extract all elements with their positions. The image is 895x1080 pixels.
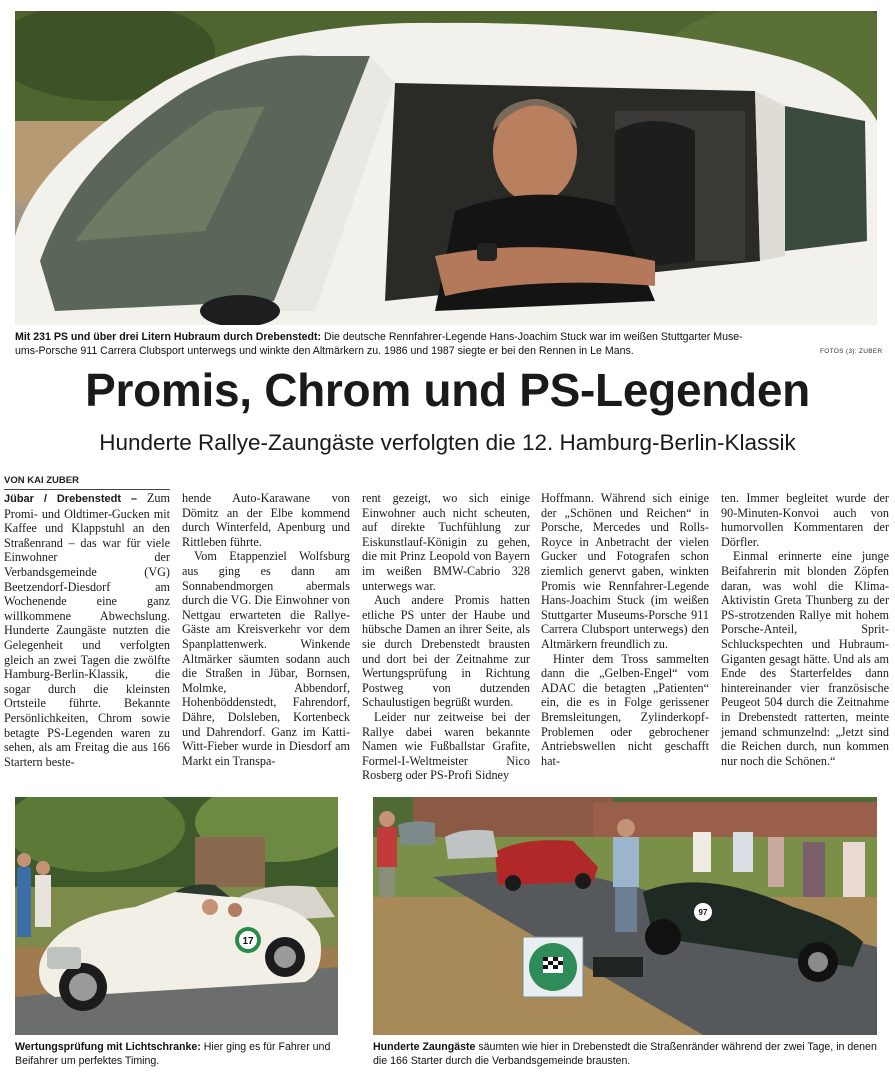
hero-photo-illustration (15, 11, 877, 325)
hero-caption (15, 330, 877, 358)
column-2-paragraph-2: Vom Etappenziel Wolfsburg aus ging es dann am Sonnabendmorgen abermals durch die VG. Die Einwohner von Nettgau erwarteten die Rallye-Gäste am Kreisverkehr vor dem Spanplattenwerk. Winkende Altmärker säumten sodann auch die Straßen in Jübar, Bornsen, Molmke, Abbendorf, Hohenböddenstedt, Fahrendorf, Dähre, Dolsleben, Kortenbeck und Dahrendorf. Ganz im Katti-Witt-Fieber wurde in Diesdorf am Markt ein Transpa- (182, 549, 350, 768)
column-3-paragraph-3: Leider nur zeitweise bei der Rallye dabei waren bekannte Namen wie Fußballstar Grafite, Formel-I-Weltmeister Nico Rosberg oder PS-Profi Sidney (362, 709, 530, 783)
bottom-right-caption-text: säumten wie hier in Drebenstedt die Straßenränder während der zwei Tage, in denen die 166 Starter durch die Verbandsgemeinde brausten. (373, 1041, 877, 1067)
bottom-left-photo (15, 797, 338, 1035)
article-column-3 (362, 491, 530, 791)
subheadline: Hunderte Rallye-Zaungäste verfolgten die 12. Hamburg-Berlin-Klassik (99, 430, 796, 455)
column-5-paragraph-2: Einmal erinnerte eine junge Beifahrerin mit blonden Zöpfen daran, was wohl die Klima-Aktivistin Greta Thunberg zu der PS-strotzenden Rallye mit hohem Porsche-Anteil, Sprit-Schluckspechten und Hubraum-Giganten gesagt hätte. Und als am Ende des Starterfeldes dann hintereinander vier französische Peugeot 504 durch die Zeitnahme in Drebenstedt ratterten, meinte jemand schmunzelnd: „Jetzt sind die Reichen durch, nun kommen nur noch die Schönen.“ (721, 549, 889, 768)
column-4-paragraph-1: Hoffmann. Während sich einige der „Schönen und Reichen“ in Porsche, Mercedes und Rolls-Royce in Anbetracht der vielen Gucker und Fotografen schon ziemlich genervt gaben, winkten Promis wie Rennfahrer-Legende Hans-Joachim Stuck (im weißen Stuttgarter Museums-Porsche 911 Carrera Clubsport unterwegs) den Altmärkern freundlich zu. (541, 491, 709, 651)
hero-photo-porsche (15, 11, 877, 325)
hero-caption-line1: Die deutsche Rennfahrer-Legende Hans-Joachim Stuck war im weißen Stuttgarter Muse- (321, 331, 743, 343)
article-column-4 (541, 491, 709, 791)
bottom-right-caption-bold: Hunderte Zaungäste (373, 1041, 476, 1053)
bottom-right-caption (373, 1040, 877, 1068)
byline: VON KAI ZUBER (4, 475, 170, 490)
column-5-paragraph-1: ten. Immer begleitet wurde der 90-Minuten-Konvoi auch von humorvollen Kommentaren der Dörfler. (721, 491, 889, 549)
article-column-2 (182, 491, 350, 791)
column-2-paragraph-1: hende Auto-Karawane von Dömitz an der Elbe kommend durch Winterfeld, Apenburg und Rittleben führte. (182, 491, 350, 549)
bottom-left-photo-illustration (15, 797, 338, 1035)
column-3-paragraph-2: Auch andere Promis hatten etliche PS unter der Haube und hübsche Damen an ihrer Seite, als sie durch Drebenstedt brausten und dort bei der Zeitnahme zur Wertungsprüfung in Richtung Postweg von dutzenden Schaulustigen begrüßt wurden. (362, 593, 530, 710)
car-number-97: 97 (698, 908, 708, 917)
column-4-paragraph-2: Hinter dem Tross sammelten dann die „Gelben-Engel“ vom ADAC die betagten „Patienten“ ein, die es in Folge gerissener Bremsleitungen, Zylinderkopf-Problemen oder gebrochener Antriebswellen nicht geschafft hat- (541, 651, 709, 768)
article-dateline: Jübar / Drebenstedt – (4, 493, 138, 505)
bottom-right-photo (373, 797, 877, 1035)
bottom-left-caption (15, 1040, 338, 1068)
hero-caption-line2: ums-Porsche 911 Carrera Clubsport unterwegs und winkte den Altmärkern zu. 1986 und 1987 siegte er bei den Rennen in Le Mans. (15, 345, 634, 357)
bottom-left-caption-text: Hier ging es für Fahrer und Beifahrer um perfektes Timing. (15, 1041, 331, 1067)
car-number-17: 17 (242, 936, 254, 947)
article-column-1 (4, 491, 170, 791)
headline: Promis, Chrom und PS-Legenden (85, 364, 810, 416)
article-column-5 (721, 491, 889, 791)
column-3-paragraph-1: rent gezeigt, wo sich einige Einwohner auch nicht scheuten, auf direkte Tuchfühlung zur Eiskunstlauf-Königin zu gehen, die mit Prinz Leopold von Bayern im weißen BMW-Cabrio 328 unterwegs war. (362, 491, 530, 593)
photo-credit: FOTOS (3): ZUBER (820, 348, 883, 355)
column-1-text: Zum Promi- und Oldtimer-Gucken mit Kaffee und Klappstuhl an den Straßenrand – das war für viele Einwohner der Verbandsgemeinde (VG) Beetzendorf-Diesdorf am Wochenende eine ganz willkommene Abwechslung. Hunderte Zaungäste nutzten die Gelegenheit und verfolgten gleich an zwei Tagen die zwölfte Hamburg-Berlin-Klassik, die sogar durch die kleinsten Ortsteile führte. Bekannte Persönlichkeiten, Chrom sowie betagte PS-Legenden waren zu sehen, als am Freitag die aus 166 Startern beste- (4, 491, 170, 769)
hero-caption-bold: Mit 231 PS und über drei Litern Hubraum durch Drebenstedt: (15, 331, 322, 343)
bottom-left-caption-bold: Wertungsprüfung mit Lichtschranke: (15, 1041, 201, 1053)
bottom-right-photo-illustration (373, 797, 877, 1035)
